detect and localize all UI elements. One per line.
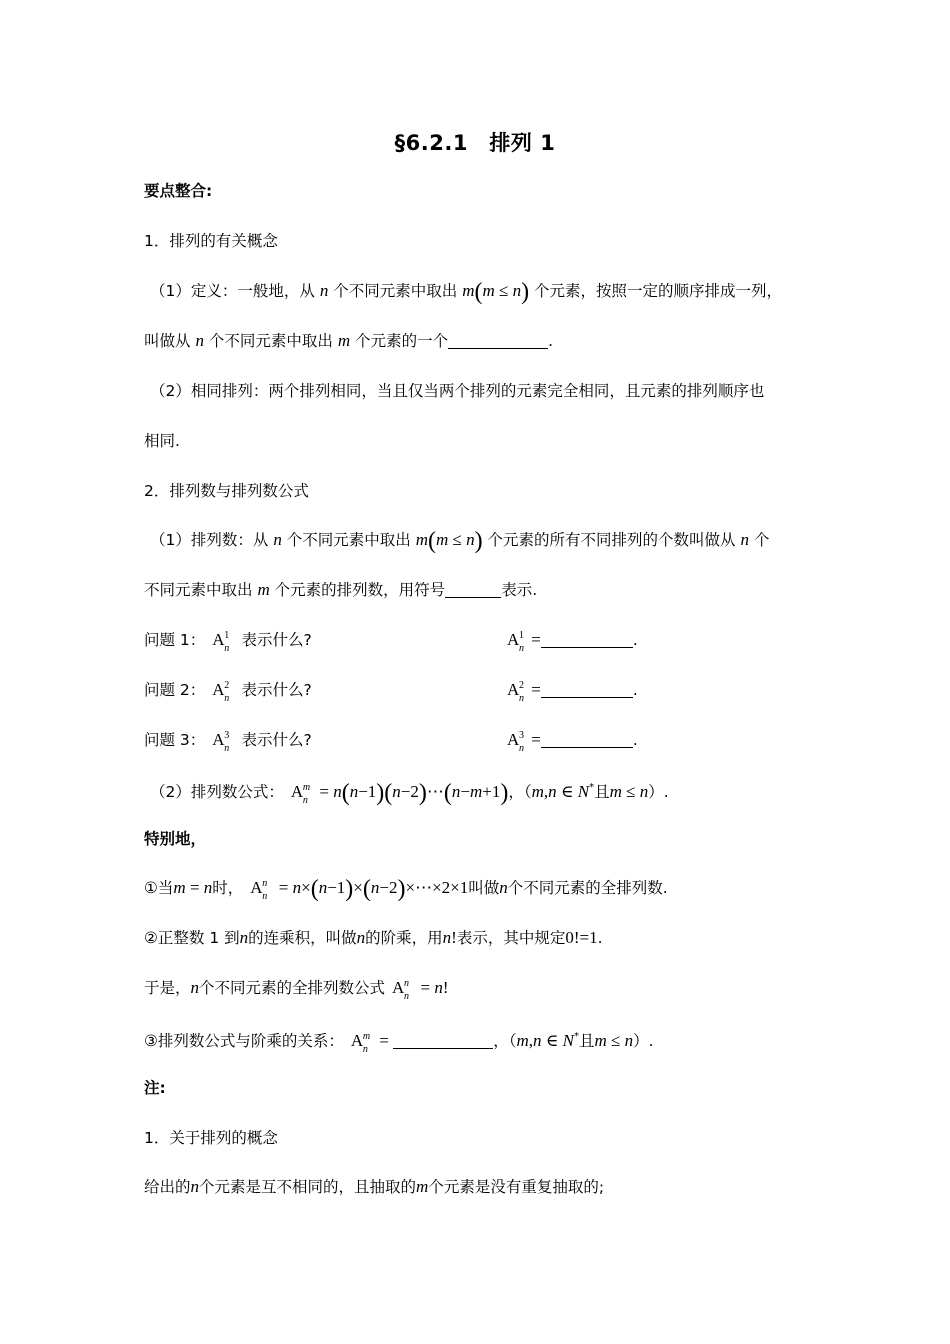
case-1-line: ①当m = n时， A n n = n×(n−1)×(n−2)×⋯×2×1叫做n个不同元素的全排列数. [144, 876, 668, 902]
case-3-line: ③排列数公式与阶乘的关系： A m n = ，（m,n ∈ N*且m ≤ n）. [144, 1031, 654, 1055]
full-permutation-line: 于是，n个不同元素的全排列数公式 A n n = n! [144, 978, 449, 1002]
definition-line: （1）定义：一般地，从 n 个不同元素中取出 m(m ≤ n) 个元素，按照一定的顺序排成一列， [150, 279, 783, 305]
formula-line: （2）排列数公式： A m n = n(n−1)(n−2)⋯(n−m+1)，（m,n ∈ N*且m ≤ n）. [150, 780, 669, 806]
answer-blank-1[interactable] [541, 631, 633, 648]
section-key-points: 要点整合: [144, 182, 213, 200]
note-1-line: 给出的n个元素是互不相同的，且抽取的m个元素是没有重复抽取的; [144, 1177, 605, 1196]
special-case-heading: 特别地， [144, 830, 207, 848]
answer-blank-2[interactable] [541, 681, 633, 698]
same-permutation-line: （2）相同排列：两个排列相同，当且仅当两个排列的元素完全相同，且元素的排列顺序也 [150, 382, 765, 400]
answer-blank[interactable] [448, 332, 548, 349]
section-1-heading: 1．排列的有关概念 [144, 232, 278, 250]
section-2-heading: 2．排列数与排列数公式 [144, 482, 309, 500]
permutation-number-line-2: 不同元素中取出 m 个元素的排列数，用符号 表示. [144, 580, 538, 599]
relation-blank[interactable] [393, 1032, 493, 1049]
question-1: 问题 1： A 1 n 表示什么? A 1 n = . [144, 630, 638, 654]
question-2: 问题 2： A 2 n 表示什么? A 2 n = . [144, 680, 638, 704]
question-3: 问题 3： A 3 n 表示什么? A 3 n = . [144, 730, 638, 754]
case-2-line: ②正整数 1 到n的连乘积，叫做n的阶乘，用n!表示，其中规定0!=1. [144, 928, 603, 947]
permutation-number-line: （1）排列数：从 n 个不同元素中取出 m(m ≤ n) 个元素的所有不同排列的个数叫做从 n 个 [150, 528, 770, 554]
same-permutation-line-2: 相同. [144, 432, 180, 450]
page-title: §6.2.1 排列 1 [394, 131, 556, 155]
note-heading: 注: [144, 1079, 166, 1097]
note-1-heading: 1．关于排列的概念 [144, 1129, 278, 1147]
definition-line-2: 叫做从 n 个不同元素中取出 m 个元素的一个 . [144, 331, 554, 350]
symbol-blank[interactable] [445, 581, 501, 598]
answer-blank-3[interactable] [541, 731, 633, 748]
